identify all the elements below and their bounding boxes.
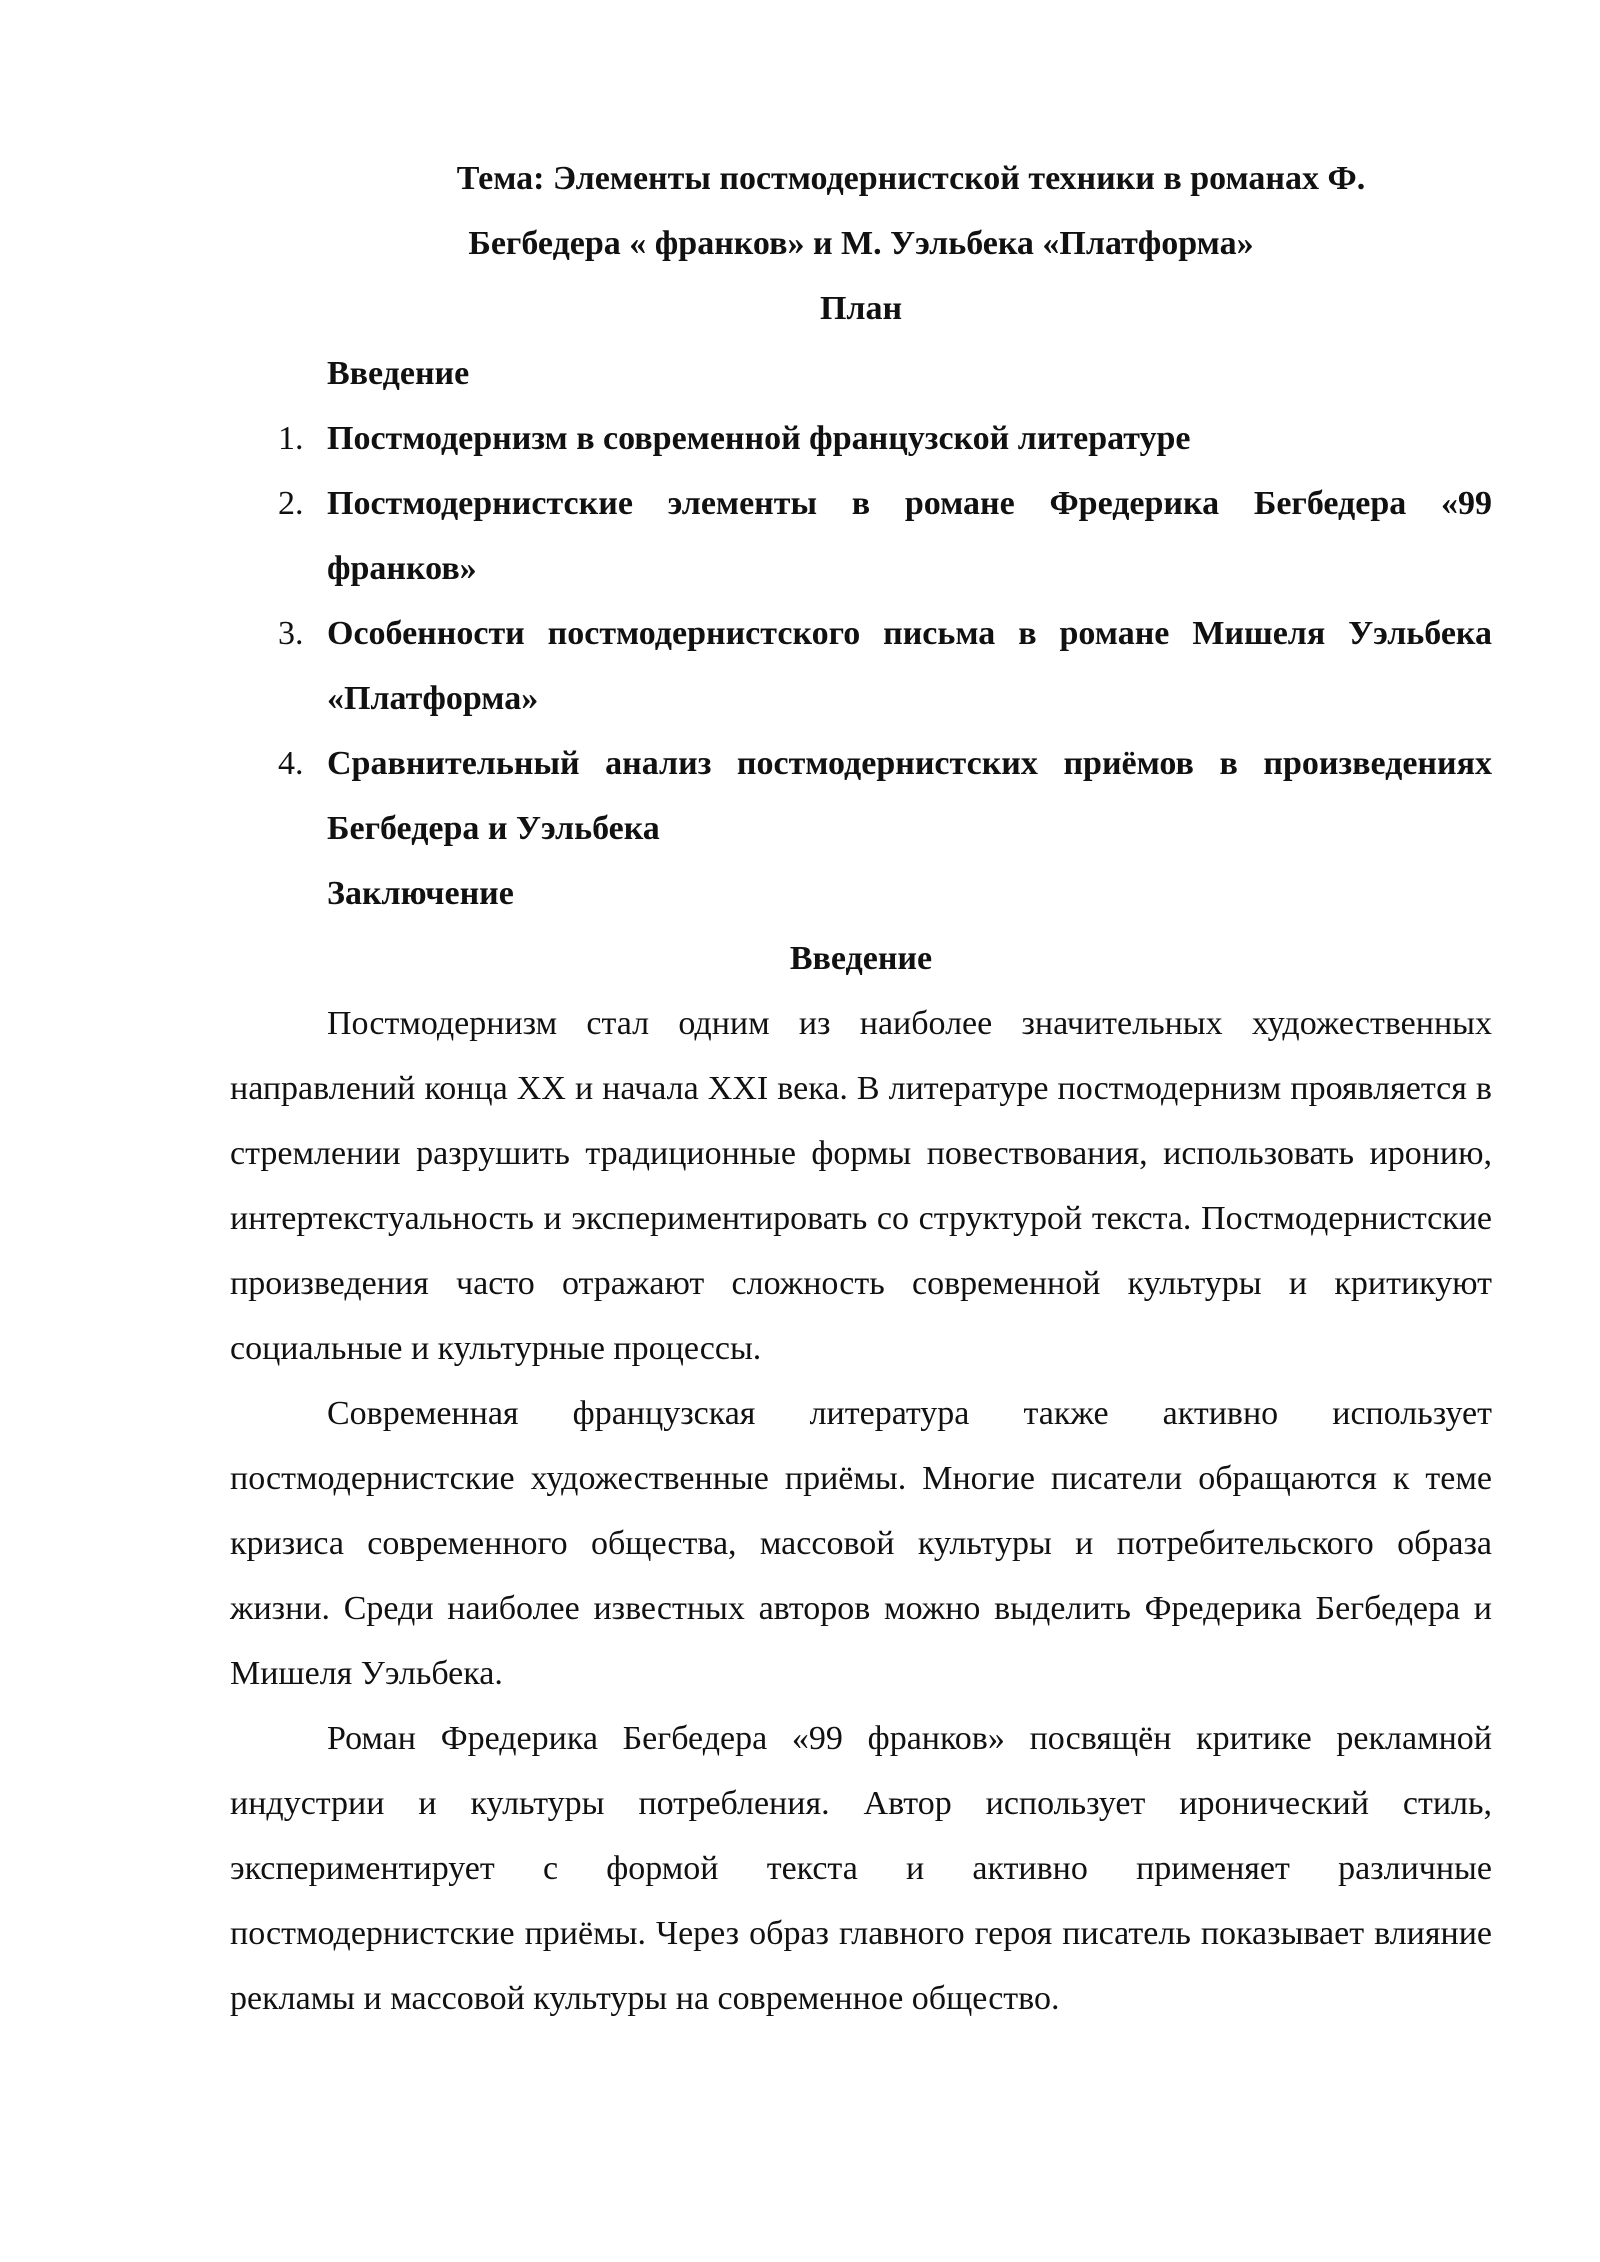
plan-item-number: 2.: [278, 485, 304, 522]
plan-heading: План: [819, 290, 903, 327]
paragraph: Роман Фредерика Бегбедера «99 франков» посвящён критике рекламной индустрии и культуры потребления. Автор использует иронический стиль, экспериментирует с формой текста и активно применяет различные постмодернистские приёмы. Через образ главного героя писатель показывает влияние рекламы и массовой культуры на современное общество.: [230, 1720, 1492, 2017]
paragraph: Постмодернизм стал одним из наиболее значительных художественных направлений конца XX и начала XXI века. В литературе постмодернизм проявляется в стремлении разрушить традиционные формы повествования, использовать иронию, интертекстуальность и экспериментировать со структурой текста. Постмодернистские произведения часто отражают сложность современной культуры и критикуют социальные и культурные процессы.: [230, 1005, 1492, 1367]
plan-list: [230, 406, 1492, 861]
plan-item-number: 3.: [278, 615, 304, 652]
plan-introduction: Введение: [327, 355, 470, 392]
title-line-1: Тема: Элементы постмодернистской техники в романах Ф.: [456, 160, 1366, 197]
introduction-heading: Введение: [789, 940, 933, 977]
title-line-2: Бегбедера « франков» и М. Уэльбека «Платформа»: [468, 225, 1254, 262]
plan-conclusion: Заключение: [327, 875, 514, 912]
plan-item-text: Постмодернизм в современной французской литературе: [327, 420, 1191, 457]
document-title: [230, 146, 1492, 276]
plan-list-item: [230, 731, 1492, 861]
paragraph: Современная французская литература также активно использует постмодернистские художественные приёмы. Многие писатели обращаются к теме кризиса современного общества, массовой культуры и потребительского образа жизни. Среди наиболее известных авторов можно выделить Фредерика Бегбедера и Мишеля Уэльбека.: [230, 1395, 1492, 1692]
plan-item-text: Сравнительный анализ постмодернистских приёмов в произведениях Бегбедера и Уэльбека: [327, 745, 1492, 847]
plan-list-item: [230, 406, 1492, 471]
plan-list-item: [230, 601, 1492, 731]
plan-item-number: 4.: [278, 745, 304, 782]
plan-item-text: Постмодернистские элементы в романе Фредерика Бегбедера «99 франков»: [327, 485, 1492, 587]
document-page: [230, 146, 1492, 2031]
plan-item-number: 1.: [278, 420, 304, 457]
plan-list-item: [230, 471, 1492, 601]
plan-item-text: Особенности постмодернистского письма в романе Мишеля Уэльбека «Платформа»: [327, 615, 1492, 717]
